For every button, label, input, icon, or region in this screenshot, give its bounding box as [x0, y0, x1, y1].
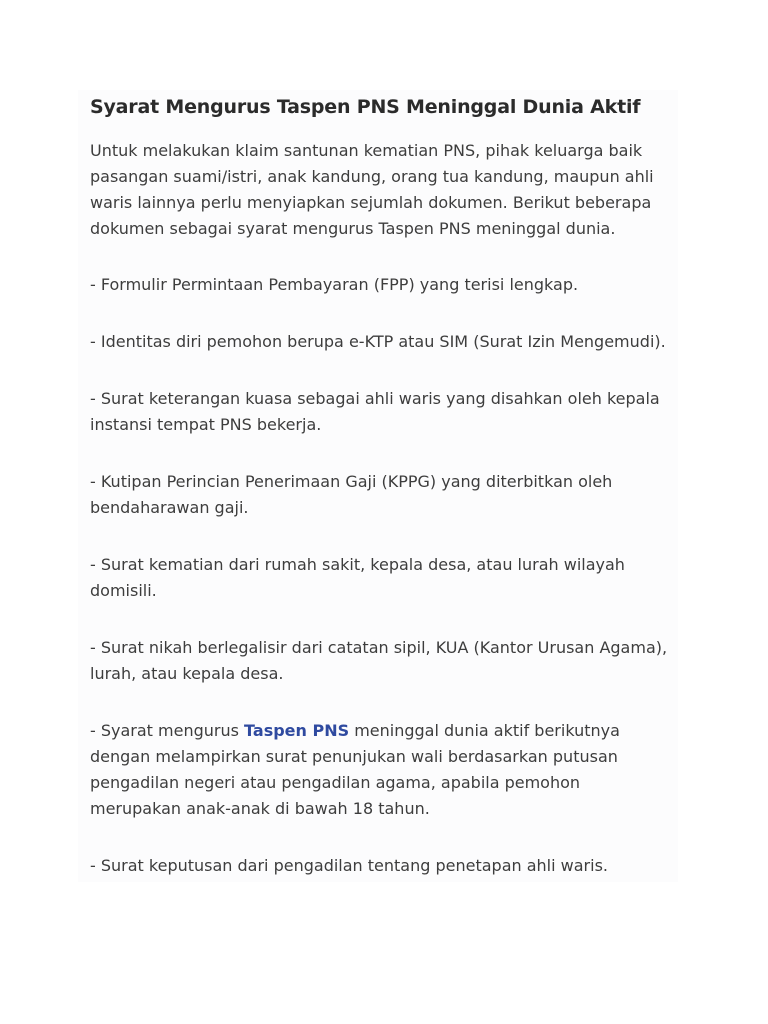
- requirement-item-fpp: - Formulir Permintaan Pembayaran (FPP) yang terisi lengkap.: [90, 275, 579, 294]
- requirement-item-surat-wali: [90, 718, 670, 822]
- requirement-wali-prefix: - Syarat mengurus: [90, 721, 245, 740]
- intro-paragraph: Untuk melakukan klaim santunan kematian PNS, pihak keluarga baik pasangan suami/istri, anak kandung, orang tua kandung, maupun ahli waris lainnya perlu menyiapkan sejumlah dokumen. Berikut beberapa dokumen sebagai syarat mengurus Taspen PNS meninggal dunia.: [90, 141, 654, 238]
- requirement-item-surat-kematian: - Surat kematian dari rumah sakit, kepala desa, atau lurah wilayah domisili.: [90, 555, 625, 600]
- requirement-item-surat-kuasa: - Surat keterangan kuasa sebagai ahli waris yang disahkan oleh kepala instansi tempat PNS bekerja.: [90, 389, 660, 434]
- article: [90, 94, 680, 879]
- requirement-item-surat-nikah: - Surat nikah berlegalisir dari catatan sipil, KUA (Kantor Urusan Agama), lurah, atau kepala desa.: [90, 638, 668, 683]
- requirement-item-identitas: - Identitas diri pemohon berupa e-KTP atau SIM (Surat Izin Mengemudi).: [90, 332, 666, 351]
- taspen-pns-link[interactable]: Taspen PNS: [244, 721, 350, 740]
- requirement-wali-suffix: meninggal dunia aktif berikutnya dengan melampirkan surat penunjukan wali berdasarkan putusan pengadilan negeri atau pengadilan agama, apabila pemohon merupakan anak-anak di bawah 18 tahun.: [90, 721, 620, 818]
- requirements-list: [90, 272, 680, 879]
- article-title: Syarat Mengurus Taspen PNS Meninggal Dunia Aktif: [90, 96, 641, 118]
- requirement-item-kppg: - Kutipan Perincian Penerimaan Gaji (KPPG) yang diterbitkan oleh bendaharawan gaji.: [90, 472, 613, 517]
- requirement-item-penetapan-ahli-waris: - Surat keputusan dari pengadilan tentang penetapan ahli waris.: [90, 856, 608, 875]
